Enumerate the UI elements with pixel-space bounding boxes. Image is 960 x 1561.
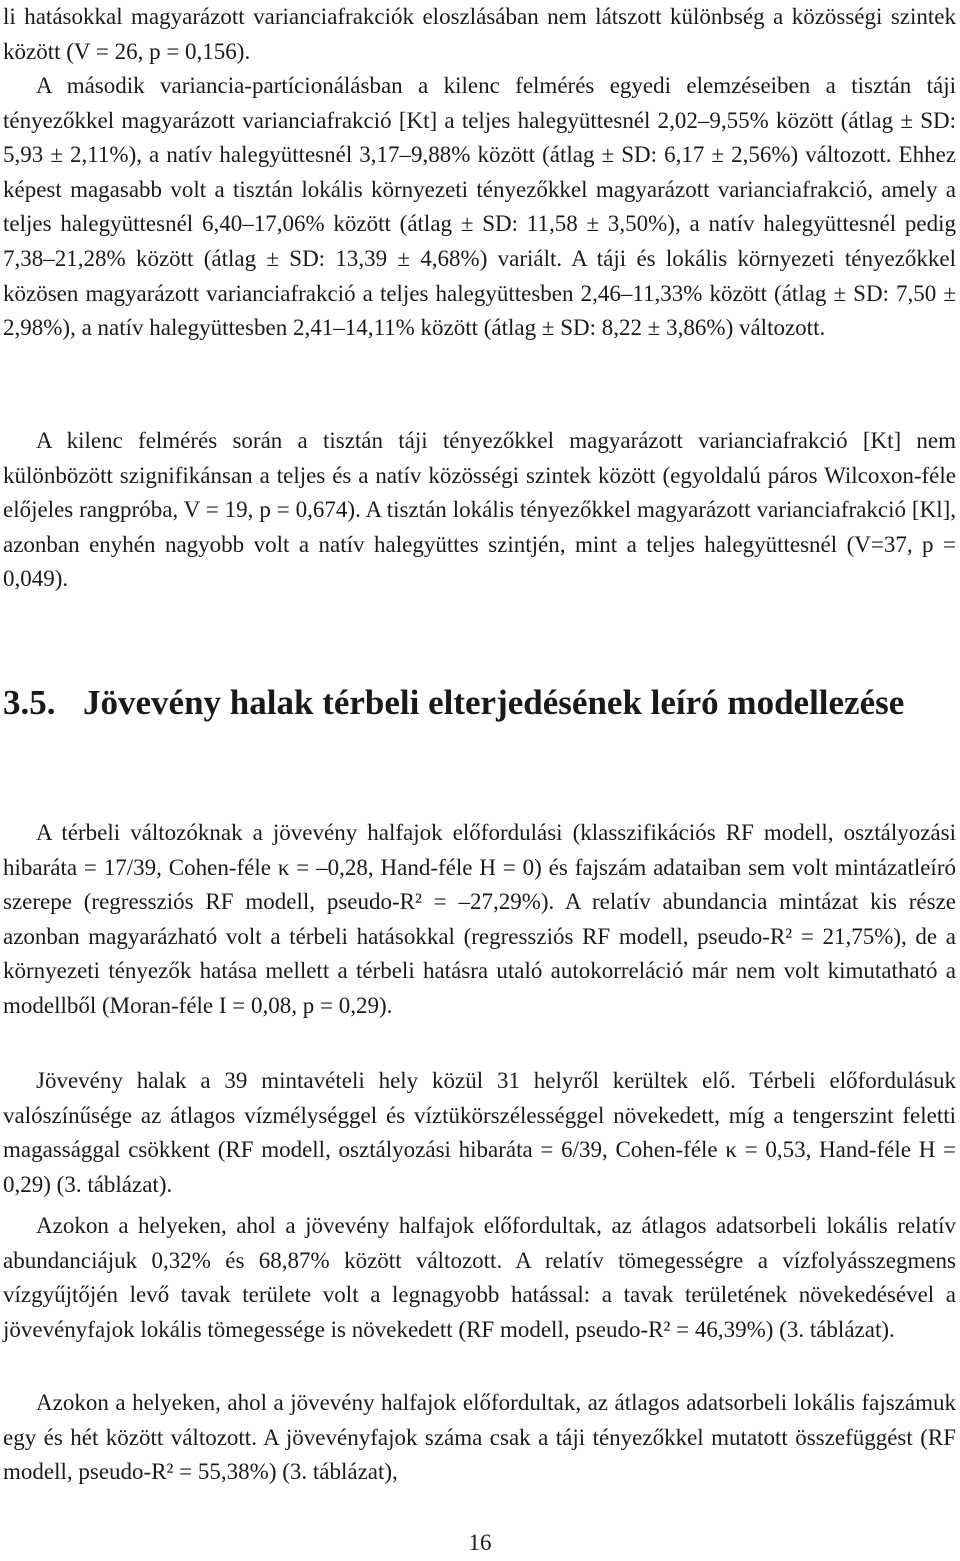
paragraph-relativ-abundancia: Azokon a helyeken, ahol a jövevény halfajok előfordultak, az átlagos adatsorbeli lokális relatív abundanciájuk 0,32% és 68,87% között változott. A relatív tömegességre a vízfolyásszegmens vízgyűjtőjén levő tavak területe volt a legnagyobb hatással: a tavak területének növekedésével a jövevényfajok lokális tömegessége is növekedett (RF modell, pseudo-R² = 46,39%) (3. táblázat). <box>3 1213 956 1342</box>
paragraph-jovevenyhalak-elofordulas: Jövevény halak a 39 mintavételi hely közül 31 helyről kerültek elő. Térbeli előfordulásuk valószínűsége az átlagos vízmélységgel és víztükörszélességgel növekedett, míg a tengerszint feletti magassággal csökkent (RF modell, osztályozási hibaráta = 6/39, Cohen-féle κ = 0,53, Hand-féle H = 0,29) (3. táblázat). <box>3 1068 956 1197</box>
paragraph-kilenc-felmeres: A kilenc felmérés során a tisztán táji tényezőkkel magyarázott varianciafrakció [Kt] nem különbözött szignifikánsan a teljes és a natív közösségi szintek között (egyoldalú páros Wilcoxon-féle előjeles rangpróba, V = 19, p = 0,674). A tisztán lokális tényezőkkel magyarázott varianciafrakció [Kl], azonban enyhén nagyobb volt a natív halegyüttes szintjén, mint a teljes halegyüttesnél (V=37, p = 0,049). <box>3 428 956 592</box>
paragraph-terbeli-valtozok: A térbeli változóknak a jövevény halfajok előfordulási (klasszifikációs RF modell, osztályozási hibaráta = 17/39, Cohen-féle κ = –0,28, Hand-féle H = 0) és fajszám adataiban sem volt mintázatleíró szerepe (regressziós RF modell, pseudo-R² = –27,29%). A relatív abundancia mintázat kis része azonban magyarázható volt a térbeli hatásokkal (regressziós RF modell, pseudo-R² = 21,75%), de a környezeti tényezők hatása mellett a térbeli hatásra utaló autokorreláció már nem volt kimutatható a modellből (Moran-féle I = 0,08, p = 0,29). <box>3 820 956 1018</box>
paragraph-continuation: li hatásokkal magyarázott varianciafrakciók eloszlásában nem látszott különbség a közösségi szintek között (V = 26, p = 0,156). <box>3 4 956 64</box>
section-title: Jövevény halak térbeli elterjedésének leíró modellezése <box>83 683 905 722</box>
paragraph-fajszam: Azokon a helyeken, ahol a jövevény halfajok előfordultak, az átlagos adatsorbeli lokális fajszámuk egy és hét között változott. A jövevényfajok száma csak a táji tényezőkkel mutatott összefüggést (RF modell, pseudo-R² = 55,38%) (3. táblázat), <box>3 1390 956 1485</box>
paragraph-variance-partitioning: A második variancia-partícionálásban a kilenc felmérés egyedi elemzéseiben a tisztán táji tényezőkkel magyarázott varianciafrakció [Kt] a teljes halegyüttesnél 2,02–9,55% között (átlag ± SD: 5,93 ± 2,11%), a natív halegyüttesnél 3,17–9,88% között (átlag ± SD: 6,17 ± 2,56%) változott. Ehhez képest magasabb volt a tisztán lokális környezeti tényezőkkel magyarázott varianciafrakció, amely a teljes halegyüttesnél 6,40–17,06% között (átlag ± SD: 11,58 ± 3,50%), a natív halegyüttesnél pedig 7,38–21,28% között (átlag ± SD: 13,39 ± 4,68%) variált. A táji és lokális környezeti tényezőkkel közösen magyarázott varianciafrakció a teljes halegyüttesben 2,46–11,33% között (átlag ± SD: 7,50 ± 2,98%), a natív halegyüttesben 2,41–14,11% között (átlag ± SD: 8,22 ± 3,86%) változott. <box>3 73 956 341</box>
section-number: 3.5. <box>3 683 56 722</box>
section-heading <box>3 674 956 731</box>
page-number: 16 <box>468 1530 492 1555</box>
